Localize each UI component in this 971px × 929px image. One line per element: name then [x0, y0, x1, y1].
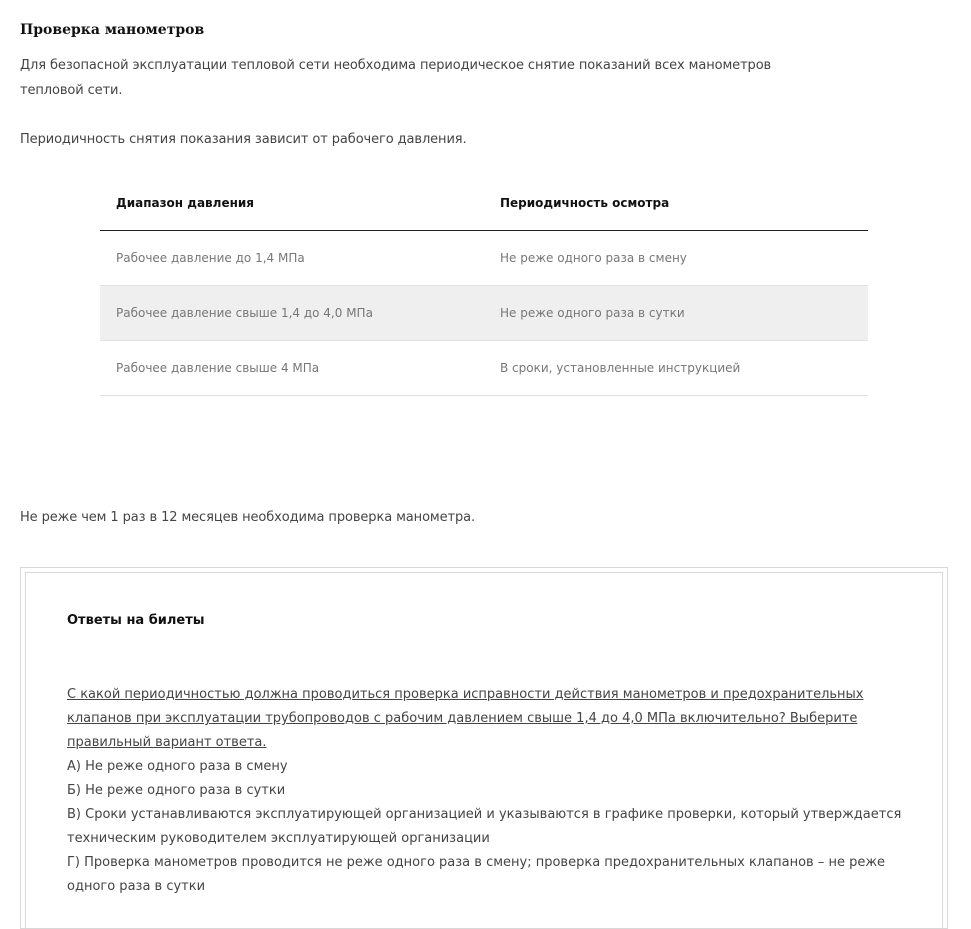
question-link[interactable]: С какой периодичностью должна проводиться проверка исправности действия манометров и предохранительных клапанов при эксплуатации трубопроводов с рабочим давлением свыше 1,4 до 4,0 МПа включительно? Выберите правильный вариант ответа. — [67, 687, 864, 750]
answers-box — [20, 567, 948, 929]
dependence-paragraph: Периодичность снятия показания зависит от рабочего давления. — [20, 132, 467, 147]
cell-range: Рабочее давление свыше 1,4 до 4,0 МПа — [100, 286, 484, 341]
answer-option-a: А) Не реже одного раза в смену — [67, 759, 288, 774]
table-row — [100, 286, 868, 341]
cell-period: В сроки, установленные инструкцией — [484, 341, 868, 396]
answer-option-b: Б) Не реже одного раза в сутки — [67, 783, 286, 798]
intro-paragraph: Для безопасной эксплуатации тепловой сети необходима периодическое снятие показаний всех манометров тепловой сети. — [20, 58, 772, 98]
header-pressure-range: Диапазон давления — [100, 176, 484, 231]
cell-period: Не реже одного раза в смену — [484, 231, 868, 286]
cell-period: Не реже одного раза в сутки — [484, 286, 868, 341]
answers-content — [67, 683, 907, 899]
answers-box-inner — [25, 572, 943, 928]
cell-range: Рабочее давление свыше 4 МПа — [100, 341, 484, 396]
table-row — [100, 341, 868, 396]
annual-check-paragraph: Не реже чем 1 раз в 12 месяцев необходима проверка манометра. — [20, 510, 476, 525]
header-inspection-period: Периодичность осмотра — [484, 176, 868, 231]
answers-box-title: Ответы на билеты — [67, 613, 205, 628]
answer-option-d: Г) Проверка манометров проводится не реже одного раза в смену; проверка предохранительных клапанов – не реже одного раза в сутки — [67, 855, 886, 894]
answer-option-c: В) Сроки устанавливаются эксплуатирующей организацией и указываются в графике проверки, который утверждается техническим руководителем эксплуатирующей организации — [67, 807, 902, 846]
table-row — [100, 231, 868, 286]
cell-range: Рабочее давление до 1,4 МПа — [100, 231, 484, 286]
pressure-table — [100, 176, 868, 396]
article-title: Проверка манометров — [20, 22, 205, 38]
table-header-row — [100, 176, 868, 231]
